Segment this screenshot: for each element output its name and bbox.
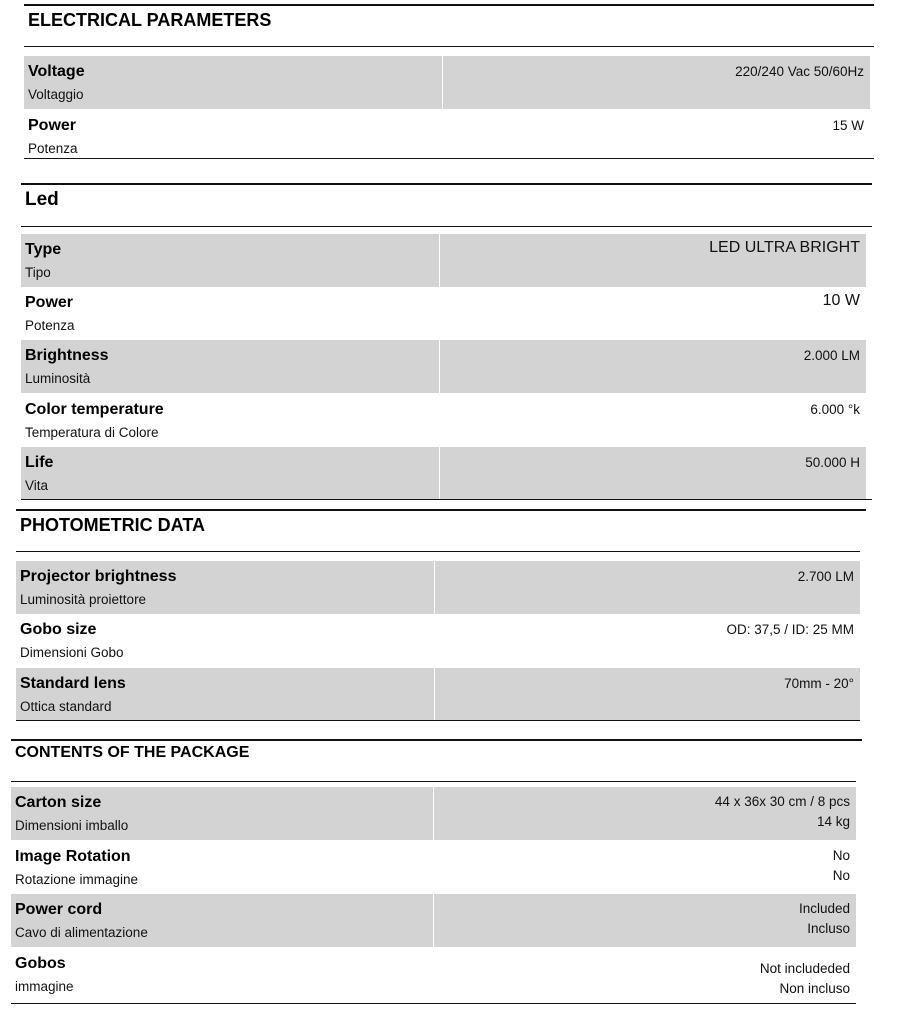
section-bottom-rule [24,158,874,159]
spec-label: Power [28,117,77,134]
spec-row-life [21,447,866,500]
section-header-rule [21,226,872,227]
spec-label: Life [25,454,54,471]
spec-row-gobos [11,948,856,1001]
section-header-rule [24,46,874,47]
column-divider [439,447,440,500]
spec-sublabel: Temperatura di Colore [25,425,159,440]
spec-value-line: Not includeded [759,961,850,976]
spec-sublabel: Rotazione immagine [15,872,139,887]
spec-label: Power [25,294,74,311]
spec-label: Brightness [25,347,109,364]
spec-value [760,959,850,999]
spec-label: Type [25,241,62,258]
spec-value-line: 50.000 H [805,455,860,470]
spec-value-line: 44 x 36x 30 cm / 8 pcs [714,794,850,809]
spec-row-power [21,287,866,340]
column-divider [434,668,435,721]
spec-value [798,567,854,587]
column-divider [433,894,434,947]
spec-label: Color temperature [25,401,164,418]
spec-value [833,846,850,886]
spec-row-image-rotation [11,841,856,894]
spec-sublabel: Dimensioni Gobo [20,645,124,660]
spec-row-carton-size [11,787,856,840]
spec-label: Voltage [28,63,85,80]
spec-value [735,62,864,82]
spec-row-voltage [24,56,870,109]
section-bottom-rule [16,720,860,721]
section-bottom-rule [11,1003,856,1004]
section-title: CONTENTS OF THE PACKAGE [15,744,250,761]
column-divider [439,340,440,393]
spec-value [805,453,860,473]
spec-value-line: OD: 37,5 / ID: 25 MM [726,622,854,637]
spec-value-line: 14 kg [816,814,850,829]
spec-row-power [24,110,870,163]
section-title: Led [25,189,59,210]
spec-sublabel: Vita [25,478,49,493]
column-divider [439,234,440,287]
spec-row-color-temperature [21,394,866,447]
spec-value-line: 220/240 Vac 50/60Hz [735,64,864,79]
spec-label: Gobo size [20,621,97,638]
section-bottom-rule [21,499,872,500]
spec-sublabel: Potenza [25,318,75,333]
spec-value [784,674,854,694]
section-header-rule [16,551,860,552]
spec-value-line: Included [798,901,850,916]
section-header-rule [11,781,856,782]
spec-sublabel: Luminosità [25,371,91,386]
section-title: ELECTRICAL PARAMETERS [28,10,272,30]
section-top-rule [21,183,872,185]
spec-value-line: No [832,848,850,863]
spec-value-line: 10 W [822,292,860,309]
spec-row-power-cord [11,894,856,947]
spec-label: Image Rotation [15,848,131,865]
section-top-rule [24,4,874,6]
spec-value-line: Incluso [807,921,850,936]
section-top-rule [11,739,862,741]
spec-label: Projector brightness [20,568,177,585]
spec-row-type [21,234,866,287]
spec-value-line: 6.000 °k [810,402,860,417]
spec-value-line: 15 W [832,118,864,133]
spec-value-line: 2.700 LM [797,569,854,584]
spec-value [715,792,850,832]
column-divider [442,56,443,109]
spec-row-projector-brightness [16,561,860,614]
section-led [21,183,872,501]
spec-value-line: 2.000 LM [803,348,860,363]
spec-label: Gobos [15,955,66,972]
spec-sublabel: immagine [15,979,74,994]
section-electrical-parameters [24,4,874,160]
section-title: PHOTOMETRIC DATA [20,515,205,535]
spec-row-brightness [21,340,866,393]
spec-value [799,899,850,939]
spec-value [823,291,860,311]
spec-row-gobo-size [16,614,860,667]
spec-sublabel: Luminosità proiettore [20,592,147,607]
column-divider [434,561,435,614]
spec-value [810,400,860,420]
column-divider [433,787,434,840]
spec-value-line: No [832,868,850,883]
section-top-rule [16,509,866,511]
spec-sublabel: Tipo [25,265,51,280]
spec-value [832,116,864,136]
spec-sublabel: Potenza [28,141,78,156]
spec-row-standard-lens [16,668,860,721]
spec-label: Standard lens [20,675,126,692]
spec-value [804,346,860,366]
section-contents-of-the-package [11,739,862,1009]
spec-label: Carton size [15,794,102,811]
spec-sublabel: Voltaggio [28,87,84,102]
spec-value [709,238,860,258]
spec-value [726,620,854,640]
spec-value-line: LED ULTRA BRIGHT [709,239,860,256]
spec-sublabel: Dimensioni imballo [15,818,129,833]
spec-sublabel: Ottica standard [20,699,112,714]
spec-value-line: Non incluso [779,981,850,996]
spec-label: Power cord [15,901,103,918]
spec-value-line: 70mm - 20° [784,676,854,691]
spec-sublabel: Cavo di alimentazione [15,925,148,940]
section-photometric-data [16,509,866,723]
